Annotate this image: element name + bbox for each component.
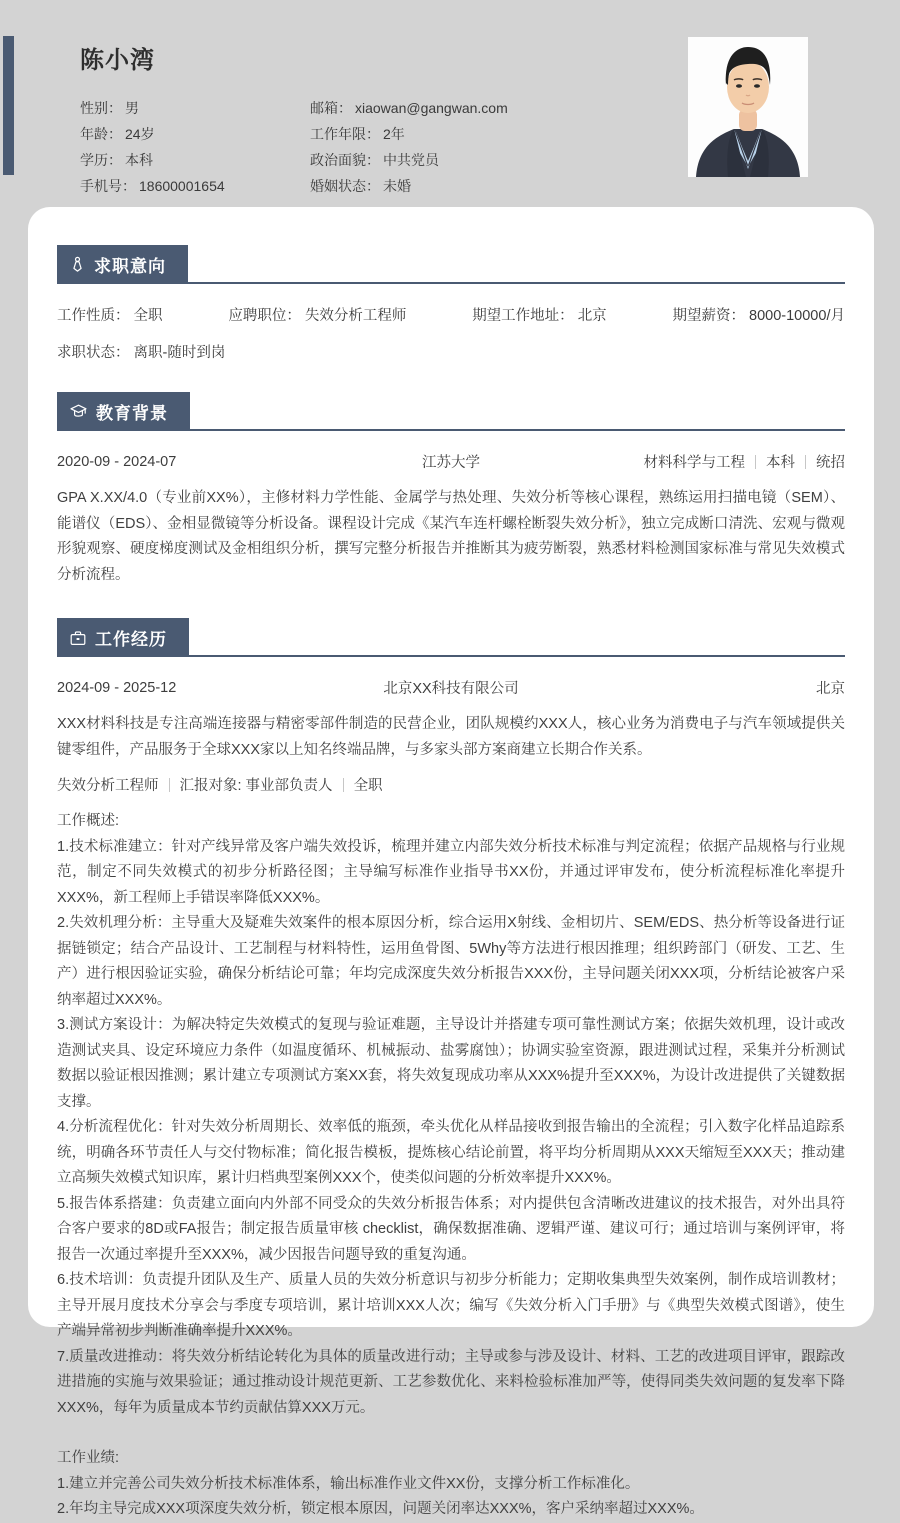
overview-item: 2.失效机理分析：主导重大及疑难失效案件的根本原因分析，综合运用X射线、金相切片、SEM/EDS、热分析等设备进行证据链锁定；结合产品设计、工艺制程与材料特性，运用鱼骨图、5Why等方法进行根因推理；组织跨部门（研发、工艺、生产）进行根因验证实验，确保分析结论可靠；年均完成深度失效分析报告XXX份，主导问题关闭XXX项，分析结论被客户采纳率超过XXX%。: [57, 915, 845, 1008]
briefcase-icon: [70, 630, 86, 646]
school-name: 江苏大学: [422, 455, 480, 471]
work-band: [57, 618, 189, 657]
resume-header: [80, 40, 680, 199]
section-header-work: [57, 618, 845, 657]
overview-item: 5.报告体系搭建：负责建立面向内外部不同受众的失效分析报告体系；对内提供包含清晰改进建议的技术报告，对外出具符合客户要求的8D或FA报告；制定报告质量审核 checklist，确保数据准确、逻辑严谨、建议可行；通过培训与案例评审，将报告一次通过率提升至XXX%，减少因报告问题导致的重复沟通。: [57, 1195, 845, 1263]
work-description: [57, 809, 845, 1523]
section-header-intention: [57, 245, 845, 284]
resume-card: [28, 207, 874, 1517]
overview-item: 3.测试方案设计：为解决特定失效模式的复现与验证难题，主导设计并搭建专项可靠性测试方案；依据失效机理，设计或改造测试夹具、设定环境应力条件（如温度循环、机械振动、盐雾腐蚀）；协调实验室资源，跟进测试过程，采集并分析测试数据以验证根因推测；累计建立专项测试方案XX套，将失效复现成功率从XXX%提升至XXX%，为设计改进提供了关键数据支撑。: [57, 1017, 845, 1110]
section-header-education: [57, 392, 845, 431]
divider: [755, 455, 756, 469]
major: 材料科学与工程: [643, 455, 745, 471]
section-title: 工作经历: [95, 630, 167, 649]
field-phone: 手机号： 18600001654: [80, 178, 225, 194]
intention-row-1: [57, 304, 845, 325]
pair-target-position: 应聘职位： 失效分析工程师: [228, 308, 407, 324]
employment-type: 全职: [353, 778, 383, 794]
intention-row-2: [57, 341, 845, 362]
divider: [805, 455, 806, 469]
overview-item: 6.技术培训：负责提升团队及生产、质量人员的失效分析意识与初步分析能力；定期收集典型失效案例，制作成培训教材；主导开展月度技术分享会与季度专项培训，累计培训XXX人次；编写《失效分析入门手册》与《典型失效模式图谱》，使生产端异常初步判断准确率提升XXX%。: [57, 1272, 845, 1339]
education-description: GPA X.XX/4.0（专业前XX%），主修材料力学性能、金属学与热处理、失效分析等核心课程，熟练运用扫描电镜（SEM）、能谱仪（EDS）、金相显微镜等分析设备。课程设计完成《某汽车连杆螺栓断裂失效分析》，独立完成断口清洗、宏观与微观形貌观察、硬度梯度测试及金相组织分析，撰写完整分析报告并推断其为疲劳断裂，熟悉材料检测国家标准与常见失效模式分析流程。: [57, 490, 845, 583]
achievements-heading: 工作业绩:: [57, 1450, 120, 1466]
admission-type: 统招: [816, 455, 845, 471]
achievement-item: 1.建立并完善公司失效分析技术标准体系，输出标准作业文件XX份，支撑分析工作标准化。: [57, 1475, 640, 1492]
overview-item: 4.分析流程优化：针对失效分析周期长、效率低的瓶颈，牵头优化从样品接收到报告输出的全流程；引入数字化样品追踪系统，明确各环节责任人与交付物标准；简化报告模板，提炼核心结论前置，将平均分析周期从XXX天缩短至XXX天；推动建立高频失效模式知识库，累计归档典型案例XXX个，使类似问题的分析效率提升XXX%。: [57, 1119, 845, 1186]
overview-item: 7.质量改进推动：将失效分析结论转化为具体的质量改进行动；主导或参与涉及设计、材料、工艺的改进项目评审，跟踪改进措施的实施与效果验证；通过推动设计规范更新、工艺参数优化、来料检验标准加严等，使得同类失效问题的复发率下降XXX%，每年为质量成本节约贡献估算XXX万元。: [57, 1348, 845, 1416]
overview-heading: 工作概述:: [57, 813, 120, 829]
candidate-name: 陈小湾: [80, 47, 155, 74]
job-title: 失效分析工程师: [57, 778, 159, 794]
company-intro: XXX材料科技是专注高端连接器与精密零部件制造的民营企业，团队规模约XXX人，核心业务为消费电子与汽车领域提供关键零组件，产品服务于全球XXX家以上知名终端品牌，与多家头部方案商建立长期合作关系。: [57, 716, 845, 758]
field-gender: 性别： 男: [80, 100, 139, 116]
section-intention: [57, 245, 845, 362]
pair-expected-salary: 期望薪资： 8000-10000/月: [672, 308, 845, 324]
section-work: [57, 618, 845, 1523]
work-location: 北京: [816, 681, 845, 697]
report-to: 汇报对象: 事业部负责人: [179, 778, 333, 794]
divider: [169, 778, 170, 792]
education-qualification: [644, 451, 846, 472]
divider: [343, 778, 344, 792]
field-age: 年龄： 24岁: [80, 126, 155, 142]
education-band: [57, 392, 190, 431]
accent-bar: [3, 36, 14, 175]
graduation-cap-icon: [70, 404, 87, 419]
achievement-item: 2.年均主导完成XXX项深度失效分析，锁定根本原因，问题关闭率达XXX%，客户采纳率超过XXX%。: [57, 1501, 704, 1517]
section-title: 教育背景: [96, 404, 168, 423]
overview-item: 1.技术标准建立：针对产线异常及客户端失效投诉，梳理并建立内部失效分析技术标准与判定流程；依据产品规格与行业规范，制定不同失效模式的初步分析路径图；主导编写标准作业指导书XX份，并通过评审发布，使分析流程标准化率提升XXX%，新工程师上手错误率降低XXX%。: [57, 838, 845, 906]
field-political-status: 政治面貌： 中共党员: [310, 152, 439, 168]
role-line: [57, 774, 845, 795]
intention-band: [57, 245, 188, 284]
company-name: 北京XX科技有限公司: [383, 681, 519, 697]
pair-job-nature: 工作性质： 全职: [57, 308, 163, 324]
pair-job-status: 求职状态： 离职-随时到岗: [57, 345, 226, 361]
profile-photo: [688, 37, 808, 177]
field-work-years: 工作年限： 2年: [310, 126, 405, 142]
work-period: 2024-09 - 2025-12: [57, 679, 177, 696]
work-row: [57, 677, 845, 698]
field-email: 邮箱： xiaowan@gangwan.com: [310, 100, 508, 116]
field-marital-status: 婚姻状态： 未婚: [310, 178, 411, 194]
personal-info: [80, 95, 680, 199]
tie-icon: [70, 256, 85, 273]
pair-target-location: 期望工作地址： 北京: [472, 308, 607, 324]
degree: 本科: [766, 455, 795, 471]
field-education: 学历： 本科: [80, 152, 153, 168]
education-period: 2020-09 - 2024-07: [57, 453, 177, 470]
section-education: [57, 392, 845, 588]
education-row: [57, 451, 845, 472]
section-title: 求职意向: [94, 257, 166, 276]
portrait-illustration: [688, 37, 808, 177]
